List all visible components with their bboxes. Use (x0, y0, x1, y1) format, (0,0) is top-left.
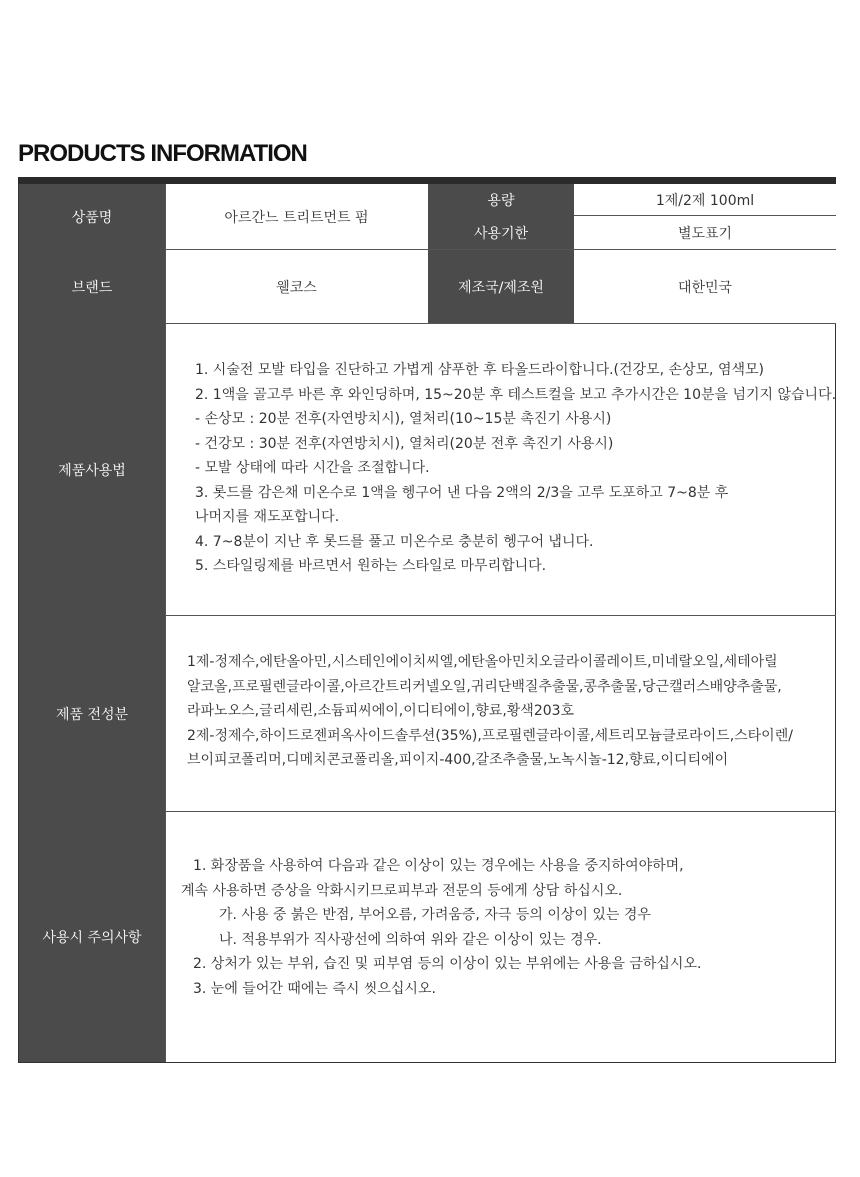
ingredients-list (187, 650, 793, 773)
origin-value: 대한민국 (574, 250, 836, 324)
ingredients-line: 브이피코폴리머,디메치콘코폴리올,피이지-400,갈조추출물,노녹시놀-12,향료,이디티에이 (187, 752, 729, 768)
divider (165, 249, 836, 250)
expiry-label: 사용기한 (428, 216, 574, 250)
usage-instructions (195, 358, 836, 579)
volume-label: 용량 (428, 184, 574, 216)
divider (165, 615, 836, 616)
ingredients-line: 1제-정제수,에탄올아민,시스테인에이치씨엘,에탄올아민치오글라이콜레이트,미네랄오일,세테아릴 (187, 654, 778, 670)
usage-line: 3. 롯드를 감은채 미온수로 1액을 헹구어 낸 다음 2액의 2/3을 고루 도포하고 7~8분 후 (195, 484, 729, 501)
product-name-value: 아르간느 트리트먼트 펌 (165, 184, 428, 250)
cautions-line: 3. 눈에 들어간 때에는 즉시 씻으십시오. (193, 980, 436, 997)
cautions-list (181, 854, 701, 1001)
cautions-line: 2. 상처가 있는 부위, 습진 및 피부염 등의 이상이 있는 부위에는 사용을 금하십시오. (193, 956, 702, 972)
ingredients-line: 알코올,프로필렌글라이콜,아르간트리커넬오일,귀리단백질추출물,콩추출물,당근캘러스배양추출물, (187, 678, 782, 695)
usage-line: 1. 시술전 모발 타입을 진단하고 가볍게 샴푸한 후 타올드라이합니다.(건강모, 손상모, 염색모) (195, 362, 764, 378)
cautions-line: 계속 사용하면 증상을 악화시키므로피부과 전문의 등에게 상담 하십시오. (181, 882, 623, 899)
brand-value: 웰코스 (165, 250, 428, 324)
usage-line: 나머지를 재도포합니다. (195, 509, 340, 525)
table-top-bar (18, 177, 836, 184)
ingredients-label: 제품 전성분 (19, 616, 165, 812)
divider (165, 184, 166, 1062)
product-info-table (18, 184, 836, 1063)
divider (574, 215, 836, 216)
usage-line: - 모발 상태에 따라 시간을 조절합니다. (195, 460, 430, 476)
cautions-line: 나. 적용부위가 직사광선에 의하여 위와 같은 이상이 있는 경우. (219, 931, 602, 948)
page-title: PRODUCTS INFORMATION (18, 140, 307, 167)
usage-line: - 손상모 : 20분 전후(자연방치시), 열처리(10~15분 촉진기 사용시) (195, 411, 612, 427)
volume-value: 1제/2제 100ml (574, 184, 836, 216)
ingredients-line: 라파노오스,글리세린,소듐피씨에이,이디티에이,향료,황색203호 (187, 703, 575, 719)
cautions-label: 사용시 주의사항 (19, 812, 165, 1062)
usage-line: 5. 스타일링제를 바르면서 원하는 스타일로 마무리합니다. (195, 558, 547, 574)
product-name-label: 상품명 (19, 184, 165, 250)
usage-line: - 건강모 : 30분 전후(자연방치시), 열처리(20분 전후 촉진기 사용시) (195, 435, 614, 452)
cautions-line: 가. 사용 중 붉은 반점, 부어오름, 가려움증, 자극 등의 이상이 있는 경우 (219, 907, 651, 923)
expiry-value: 별도표기 (574, 216, 836, 250)
divider (165, 323, 836, 324)
usage-label: 제품사용법 (19, 324, 165, 616)
ingredients-line: 2제-정제수,하이드로젠퍼옥사이드솔루션(35%),프로필렌글라이콜,세트리모늄클로라이드,스타이렌/ (187, 727, 793, 744)
cautions-line: 1. 화장품을 사용하여 다음과 같은 이상이 있는 경우에는 사용을 중지하여야하며, (193, 858, 684, 874)
usage-line: 2. 1액을 골고루 바른 후 와인딩하며, 15~20분 후 테스트컬을 보고 추가시간은 10분을 넘기지 않습니다. (195, 386, 837, 403)
origin-label: 제조국/제조원 (428, 250, 574, 324)
divider (165, 811, 836, 812)
usage-line: 4. 7~8분이 지난 후 롯드를 풀고 미온수로 충분히 헹구어 냅니다. (195, 533, 594, 550)
brand-label: 브랜드 (19, 250, 165, 324)
